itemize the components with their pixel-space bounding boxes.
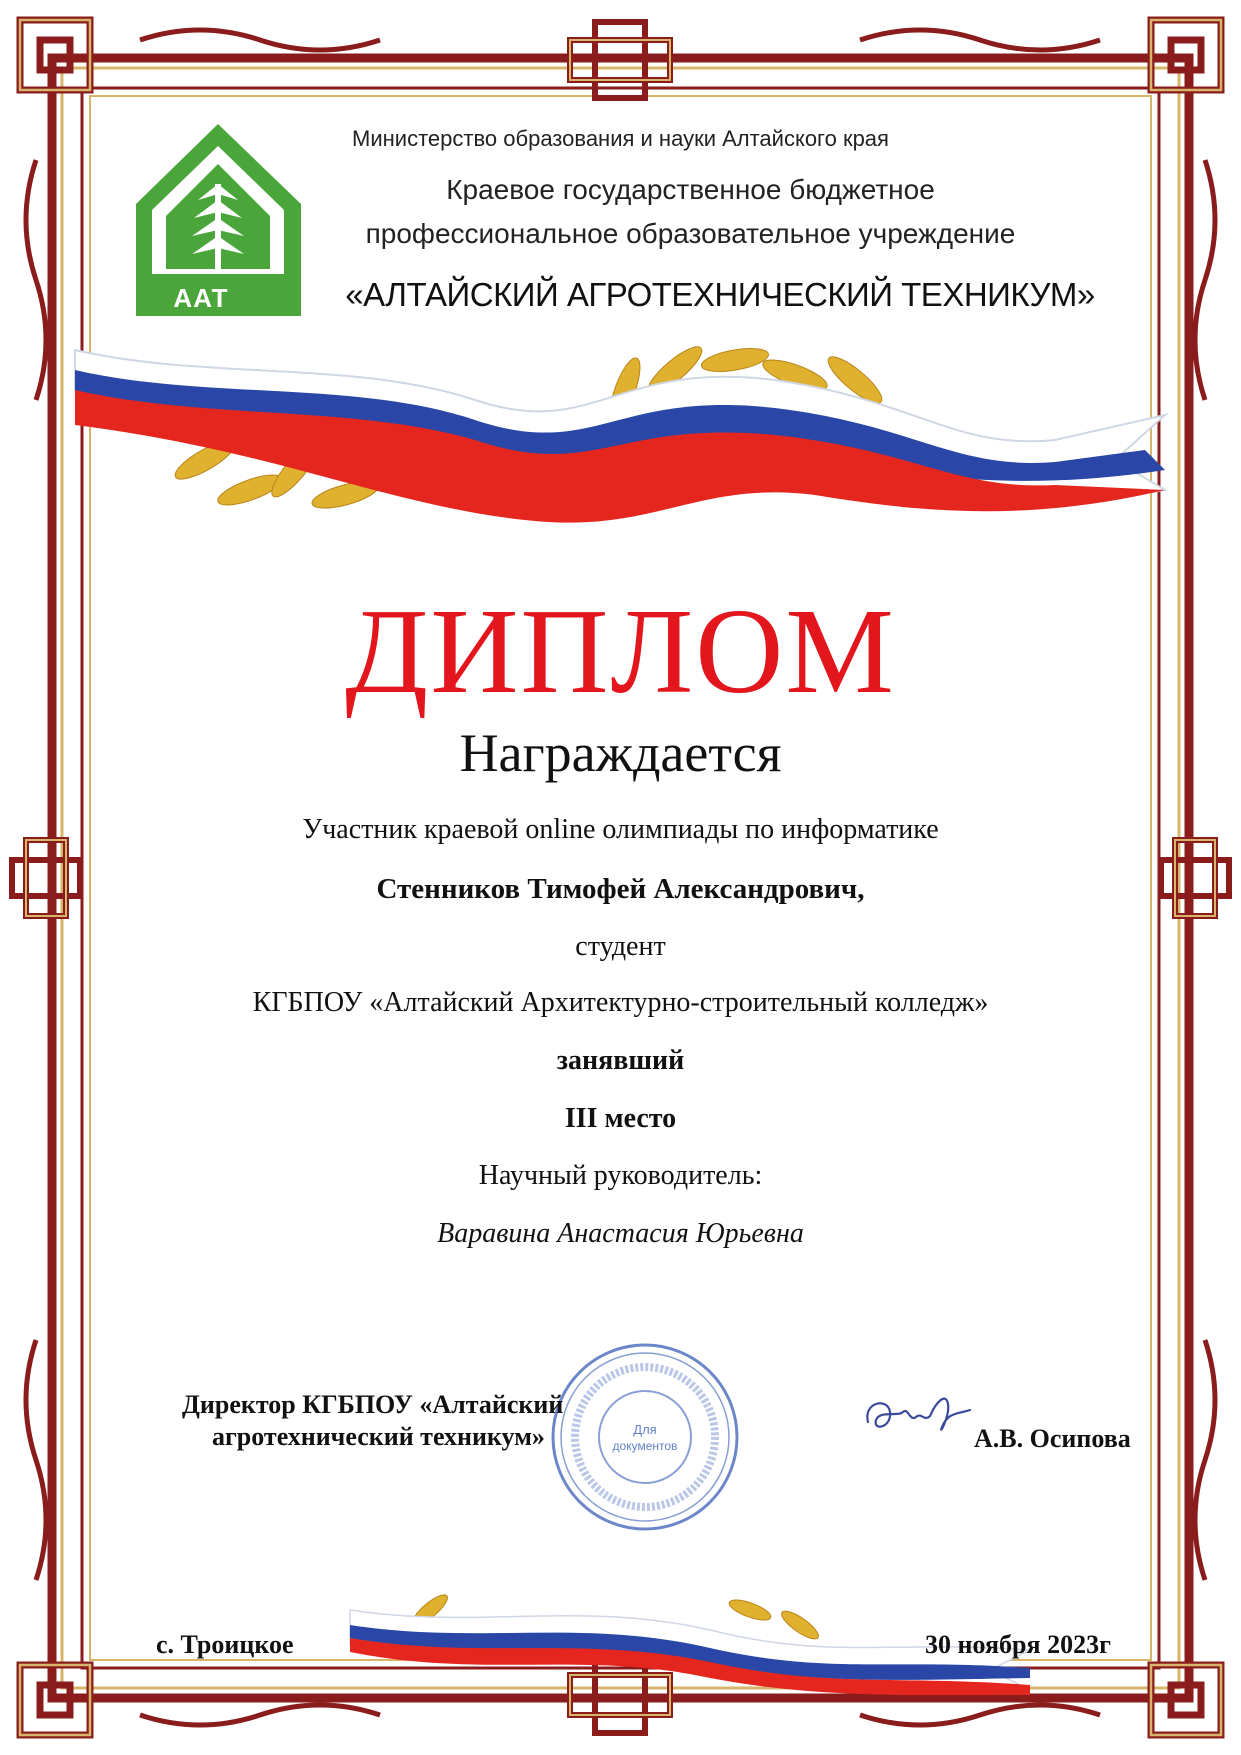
director-title-line-1: Директор КГБПОУ «Алтайский — [182, 1390, 564, 1419]
awarded-heading: Награждается — [459, 723, 782, 783]
director-name: А.В. Осипова — [974, 1424, 1131, 1453]
diploma-title: ДИПЛОМ — [345, 584, 896, 719]
date-label: 30 ноября 2023г — [925, 1630, 1111, 1659]
director-title-line-2: агротехнический техникум» — [212, 1422, 545, 1451]
official-seal-icon — [548, 1340, 743, 1535]
institution-line-1: Краевое государственное бюджетное — [446, 174, 935, 205]
location-label: с. Троицкое — [156, 1630, 294, 1659]
participant-line: Участник краевой online олимпиады по информатике — [302, 814, 939, 845]
place-label: III место — [564, 1103, 677, 1134]
svg-text:документов: документов — [612, 1439, 678, 1453]
russian-flag-ribbon-icon — [55, 320, 1185, 540]
ministry-name: Министерство образования и науки Алтайского края — [352, 126, 889, 151]
college-name: КГБПОУ «Алтайский Архитектурно-строительный колледж» — [252, 987, 989, 1018]
signature-icon — [858, 1382, 978, 1452]
student-role: студент — [575, 931, 666, 962]
svg-text:Для: Для — [633, 1422, 657, 1437]
advisor-label: Научный руководитель: — [478, 1160, 763, 1191]
logo-label: ААТ — [173, 283, 229, 313]
advisor-name: Варавина Анастасия Юрьевна — [437, 1218, 804, 1249]
institution-line-2: профессиональное образовательное учреждение — [365, 218, 1016, 249]
institution-name: «АЛТАЙСКИЙ АГРОТЕХНИЧЕСКИЙ ТЕХНИКУМ» — [345, 276, 1095, 313]
student-name: Стенников Тимофей Александрович, — [376, 873, 865, 905]
taken-label: занявший — [556, 1045, 685, 1076]
